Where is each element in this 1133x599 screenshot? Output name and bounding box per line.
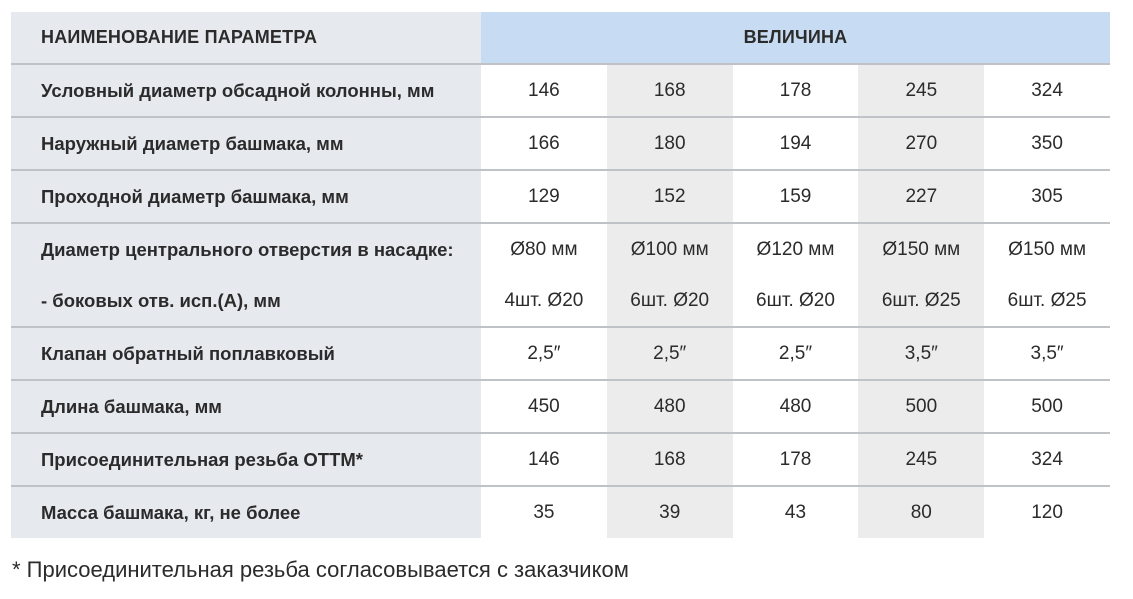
row-value: 80: [858, 486, 984, 538]
row-param: Наружный диаметр башмака, мм: [11, 117, 481, 170]
row-value: 324: [984, 433, 1110, 486]
row-value: 168: [607, 433, 733, 486]
row-value: 350: [984, 117, 1110, 170]
row-value: 500: [858, 380, 984, 433]
table-row: [11, 486, 1110, 538]
row-value: 129: [481, 170, 607, 223]
row-value: 270: [858, 117, 984, 170]
row-value: 2,5″: [607, 327, 733, 380]
row-value: 146: [481, 433, 607, 486]
row-value: 245: [858, 433, 984, 486]
table-row: [11, 64, 1110, 117]
row-value: 3,5″: [984, 327, 1110, 380]
row-param: - боковых отв. исп.(А), мм: [11, 275, 481, 327]
row-value: 245: [858, 64, 984, 117]
row-value: 6шт. Ø20: [607, 275, 733, 327]
row-value: Ø150 мм: [984, 223, 1110, 275]
header-value: ВЕЛИЧИНА: [481, 12, 1110, 64]
row-value: 324: [984, 64, 1110, 117]
row-value: 2,5″: [733, 327, 859, 380]
row-value: Ø100 мм: [607, 223, 733, 275]
table-row: [11, 223, 1110, 275]
row-value: 178: [733, 64, 859, 117]
row-param: Диаметр центрального отверстия в насадке:: [11, 223, 481, 275]
row-value: 166: [481, 117, 607, 170]
table-row: [11, 433, 1110, 486]
row-value: Ø80 мм: [481, 223, 607, 275]
row-value: 6шт. Ø25: [858, 275, 984, 327]
row-param: Присоединительная резьба ОТТМ*: [11, 433, 481, 486]
row-value: 227: [858, 170, 984, 223]
table-row: [11, 170, 1110, 223]
row-value: 3,5″: [858, 327, 984, 380]
row-value: 6шт. Ø25: [984, 275, 1110, 327]
row-value: 194: [733, 117, 859, 170]
row-value: 159: [733, 170, 859, 223]
row-value: Ø150 мм: [858, 223, 984, 275]
row-value: 450: [481, 380, 607, 433]
row-value: 500: [984, 380, 1110, 433]
table-row: [11, 380, 1110, 433]
row-value: 168: [607, 64, 733, 117]
row-value: 39: [607, 486, 733, 538]
footnote: * Присоединительная резьба согласовывается с заказчиком: [12, 557, 629, 582]
row-value: 4шт. Ø20: [481, 275, 607, 327]
row-value: 146: [481, 64, 607, 117]
row-value: 2,5″: [481, 327, 607, 380]
row-value: 6шт. Ø20: [733, 275, 859, 327]
table-row: [11, 275, 1110, 327]
row-param: Условный диаметр обсадной колонны, мм: [11, 64, 481, 117]
row-param: Клапан обратный поплавковый: [11, 327, 481, 380]
table-row: [11, 327, 1110, 380]
row-value: 43: [733, 486, 859, 538]
row-param: Длина башмака, мм: [11, 380, 481, 433]
row-param: Проходной диаметр башмака, мм: [11, 170, 481, 223]
row-value: 480: [733, 380, 859, 433]
row-value: 152: [607, 170, 733, 223]
row-value: 35: [481, 486, 607, 538]
spec-table: [11, 12, 1110, 538]
table-header-row: [11, 12, 1110, 64]
row-value: Ø120 мм: [733, 223, 859, 275]
row-param: Масса башмака, кг, не более: [11, 486, 481, 538]
row-value: 178: [733, 433, 859, 486]
table-row: [11, 117, 1110, 170]
row-value: 120: [984, 486, 1110, 538]
row-value: 305: [984, 170, 1110, 223]
header-param: НАИМЕНОВАНИЕ ПАРАМЕТРА: [11, 12, 481, 64]
row-value: 480: [607, 380, 733, 433]
row-value: 180: [607, 117, 733, 170]
